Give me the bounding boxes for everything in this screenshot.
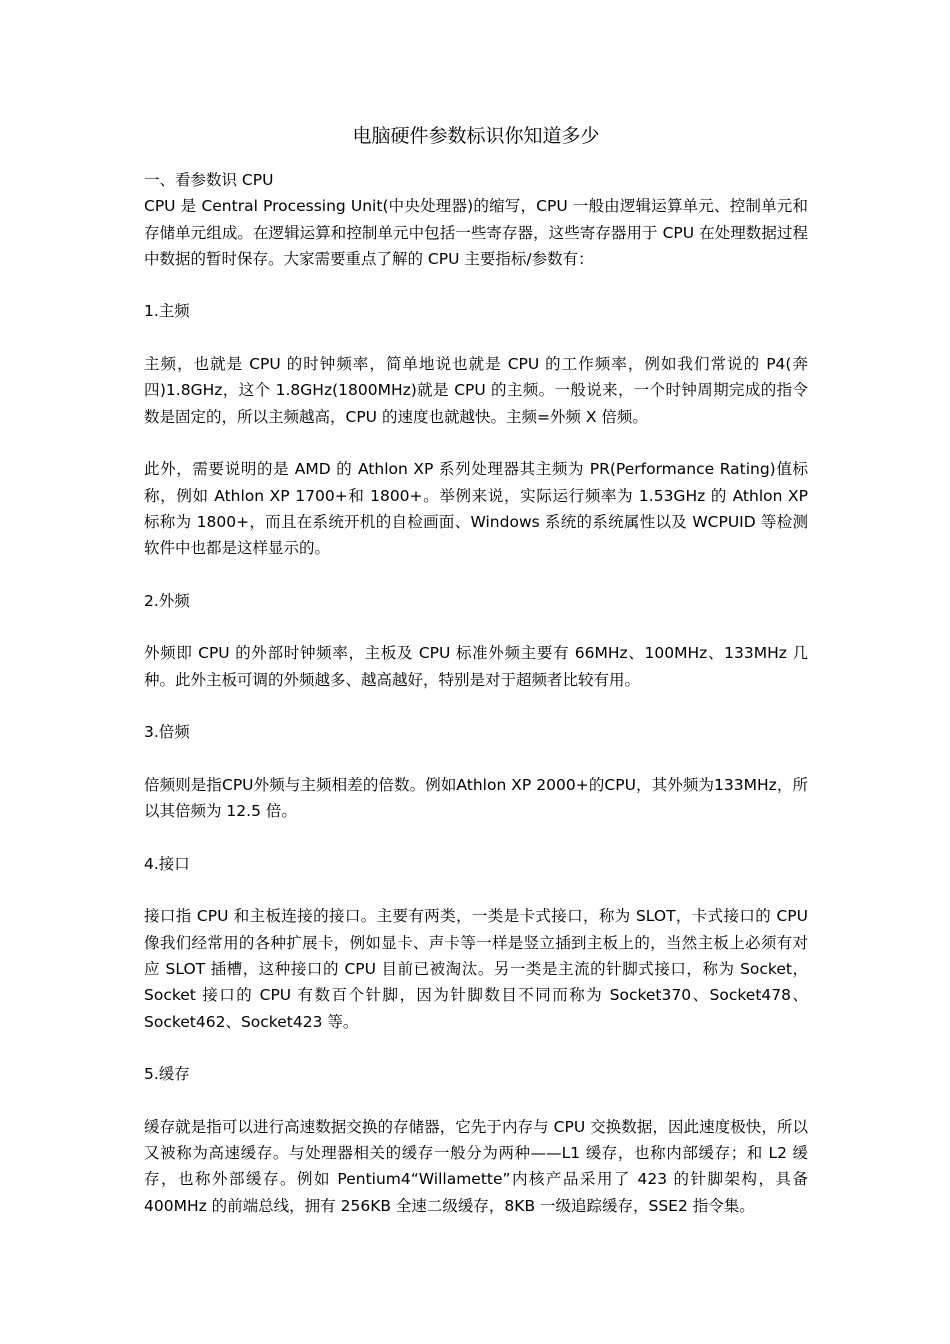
spacer bbox=[144, 746, 808, 772]
document-title: 电脑硬件参数标识你知道多少 bbox=[352, 125, 600, 147]
interface-paragraph: 接口指 CPU 和主板连接的接口。主要有两类，一类是卡式接口，称为 SLOT，卡式接口的 CPU 像我们经常用的各种扩展卡，例如显卡、声卡等一样是竖立插到主板上的，当然主板上必须有对应 SLOT 插槽，这种接口的 CPU 目前已被淘汰。另一类是主流的针脚式接口，称为 Socket，Socket 接口的 CPU 有数百个针脚，因为针脚数目不同而称为 Socket370、Socket478、Socket462、Socket423 等。 bbox=[144, 907, 808, 1031]
heading-multiplier: 3.倍频 bbox=[144, 723, 190, 742]
spacer bbox=[144, 824, 808, 850]
cache-paragraph: 缓存就是指可以进行高速数据交换的存储器，它先于内存与 CPU 交换数据，因此速度极快，所以又被称为高速缓存。与处理器相关的缓存一般分为两种——L1 缓存，也称内部缓存；和 L2 缓存，也称外部缓存。例如 Pentium4“Willamette”内核产品采用了 423 的针脚架构，具备 400MHz 的前端总线，拥有 256KB 全速二级缓存，8KB 一级追踪缓存，SSE2 指令集。 bbox=[144, 1117, 808, 1215]
external-frequency-paragraph: 外频即 CPU 的外部时钟频率，主板及 CPU 标准外频主要有 66MHz、100MHz、133MHz 几种。此外主板可调的外频越多、越高越好，特别是对于超频者比较有用。 bbox=[144, 644, 808, 689]
main-frequency-paragraph-1: 主频，也就是 CPU 的时钟频率，简单地说也就是 CPU 的工作频率，例如我们常说的 P4(奔四)1.8GHz，这个 1.8GHz(1800MHz)就是 CPU 的主频。一般说来，一个时钟周期完成的指令数是固定的，所以主频越高，CPU 的速度也就越快。主频=外频 X 倍频。 bbox=[144, 355, 808, 426]
heading-interface: 4.接口 bbox=[144, 854, 190, 873]
section-heading-cpu: 一、看参数识 CPU bbox=[144, 171, 274, 189]
spacer bbox=[144, 1035, 808, 1061]
spacer bbox=[144, 693, 808, 719]
spacer bbox=[144, 561, 808, 587]
spacer bbox=[144, 614, 808, 640]
spacer bbox=[144, 272, 808, 298]
spacer bbox=[144, 325, 808, 351]
heading-cache: 5.缓存 bbox=[144, 1065, 190, 1084]
spacer bbox=[144, 877, 808, 903]
document-page bbox=[144, 118, 808, 1219]
heading-external-frequency: 2.外频 bbox=[144, 591, 190, 610]
spacer bbox=[144, 430, 808, 456]
main-frequency-paragraph-2: 此外，需要说明的是 AMD 的 Athlon XP 系列处理器其主频为 PR(Performance Rating)值标称，例如 Athlon XP 1700+和 1800+。举例来说，实际运行频率为 1.53GHz 的 Athlon XP 标称为 1800+，而且在系统开机的自检画面、Windows 系统的系统属性以及 WCPUID 等检测软件中也都是这样显示的。 bbox=[144, 460, 808, 558]
cpu-intro-paragraph: CPU 是 Central Processing Unit(中央处理器)的缩写，CPU 一般由逻辑运算单元、控制单元和存储单元组成。在逻辑运算和控制单元中包括一些寄存器，这些寄存器用于 CPU 在处理数据过程中数据的暂时保存。大家需要重点了解的 CPU 主要指标/参数有： bbox=[144, 197, 808, 268]
heading-main-frequency: 1.主频 bbox=[144, 302, 190, 321]
spacer bbox=[144, 1087, 808, 1113]
multiplier-paragraph: 倍频则是指CPU外频与主频相差的倍数。例如Athlon XP 2000+的CPU，其外频为133MHz，所以其倍频为 12.5 倍。 bbox=[144, 775, 808, 821]
